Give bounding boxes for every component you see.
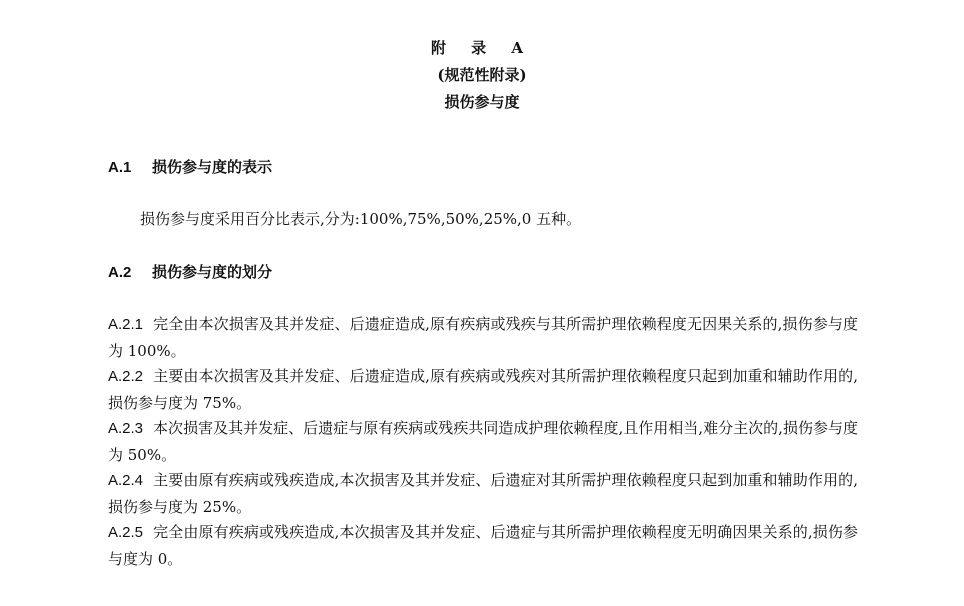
section-a1-heading (108, 157, 272, 178)
clause-number: A.2.2 (108, 368, 144, 385)
appendix-title: 附 录 A (430, 39, 534, 57)
clause-number: A.2.3 (108, 420, 144, 437)
clause-text: 本次损害及其并发症、后遗症与原有疾病或残疾共同造成护理依赖程度,且作用相当,难分主次的,损伤参与度为 50%。 (108, 419, 858, 464)
appendix-heading: 损伤参与度 (444, 93, 520, 111)
clause-number: A.2.1 (108, 316, 144, 333)
clause-a-2-1 (108, 311, 858, 364)
clause-a-2-3 (108, 415, 858, 468)
appendix-subtitle: (规范性附录) (437, 66, 527, 84)
section-a1-paragraph: 损伤参与度采用百分比表示,分为:100%,75%,50%,25%,0 五种。 (140, 210, 582, 228)
clause-a-2-2 (108, 363, 858, 416)
section-title: 损伤参与度的表示 (152, 158, 273, 176)
section-title: 损伤参与度的划分 (152, 263, 273, 281)
clause-number: A.2.5 (108, 524, 144, 541)
clause-text: 主要由原有疾病或残疾造成,本次损害及其并发症、后遗症对其所需护理依赖程度只起到加重和辅助作用的,损伤参与度为 25%。 (108, 471, 858, 516)
clause-text: 完全由本次损害及其并发症、后遗症造成,原有疾病或残疾与其所需护理依赖程度无因果关系的,损伤参与度为 100%。 (108, 315, 858, 360)
clause-a-2-4 (108, 467, 858, 520)
clause-number: A.2.4 (108, 472, 144, 489)
clause-a-2-5 (108, 519, 858, 572)
section-a2-heading (108, 262, 272, 283)
section-number: A.1 (108, 159, 132, 176)
clause-text: 完全由原有疾病或残疾造成,本次损害及其并发症、后遗症与其所需护理依赖程度无明确因果关系的,损伤参与度为 0。 (108, 523, 858, 568)
clause-text: 主要由本次损害及其并发症、后遗症造成,原有疾病或残疾对其所需护理依赖程度只起到加重和辅助作用的,损伤参与度为 75%。 (108, 367, 858, 412)
section-number: A.2 (108, 264, 132, 281)
